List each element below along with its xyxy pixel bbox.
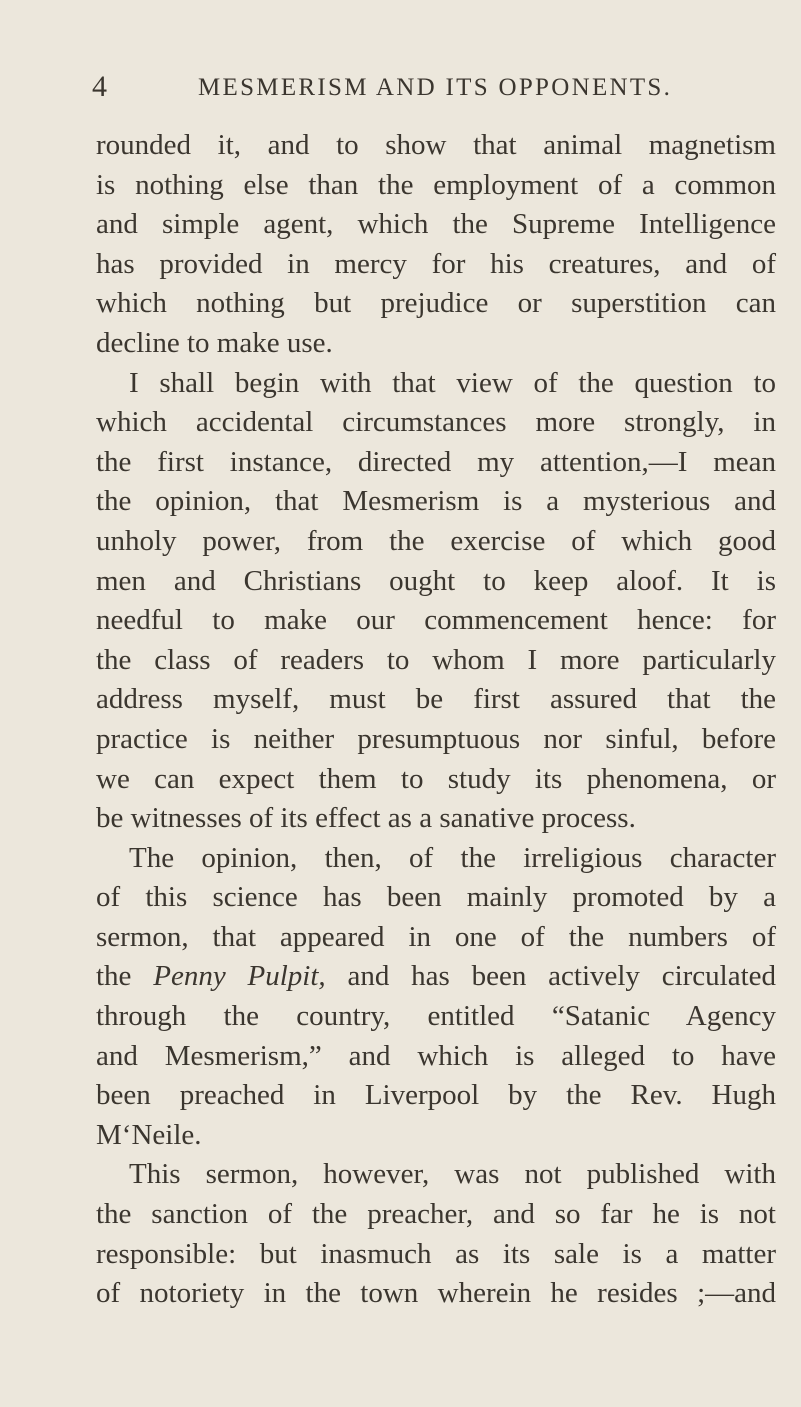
text-line: through the country, entitled “Satanic Agency [96, 1000, 776, 1033]
text-line: This sermon, however, was not published with [129, 1158, 776, 1191]
text-line: practice is neither presumptuous nor sinful, before [96, 722, 776, 755]
text-segment: and has been actively circulated [347, 960, 777, 993]
text-line: the class of readers to whom I more particularly [96, 643, 776, 676]
text-line: which nothing but prejudice or superstition can [96, 287, 776, 320]
text-line: the opinion, that Mesmerism is a mysterious and [96, 485, 776, 518]
text-line: of this science has been mainly promoted by a [96, 881, 776, 914]
text-line: which accidental circumstances more strongly, in [96, 406, 776, 439]
text-line-with-title [96, 957, 776, 997]
text-segment: the [96, 960, 132, 993]
text-line: responsible: but inasmuch as its sale is a matter [96, 1237, 776, 1270]
text-line: men and Christians ought to keep aloof. It is [96, 564, 776, 597]
text-line: sermon, that appeared in one of the numbers of [96, 920, 776, 953]
text-line: of notoriety in the town wherein he resides ;—and [96, 1277, 776, 1310]
text-line: has provided in mercy for his creatures, and of [96, 247, 776, 280]
text-line: and simple agent, which the Supreme Intelligence [96, 208, 776, 241]
text-line: is nothing else than the employment of a common [96, 168, 776, 201]
text-line: been preached in Liverpool by the Rev. Hugh [96, 1079, 776, 1112]
text-line: address myself, must be first assured that the [96, 683, 776, 716]
text-line: the first instance, directed my attention,—I mean [96, 445, 776, 478]
text-line: we can expect them to study its phenomena, or [96, 762, 776, 795]
page-body [96, 126, 776, 1314]
text-line: the sanction of the preacher, and so far he is not [96, 1198, 776, 1231]
text-line: rounded it, and to show that animal magnetism [96, 129, 776, 161]
text-line: M‘Neile. [96, 1118, 202, 1151]
page-number: 4 [92, 70, 108, 103]
running-title: MESMERISM AND ITS OPPONENTS. [198, 74, 673, 101]
text-line: unholy power, from the exercise of which good [96, 524, 776, 557]
text-line: I shall begin with that view of the question to [129, 366, 776, 399]
text-line: The opinion, then, of the irreligious character [129, 841, 776, 874]
page-header [30, 70, 770, 110]
text-line: decline to make use. [96, 326, 333, 359]
text-line: needful to make our commencement hence: for [96, 604, 776, 637]
text-line: be witnesses of its effect as a sanative process. [96, 802, 636, 835]
text-line: and Mesmerism,” and which is alleged to have [96, 1039, 776, 1072]
publication-title: Penny Pulpit, [153, 960, 326, 993]
